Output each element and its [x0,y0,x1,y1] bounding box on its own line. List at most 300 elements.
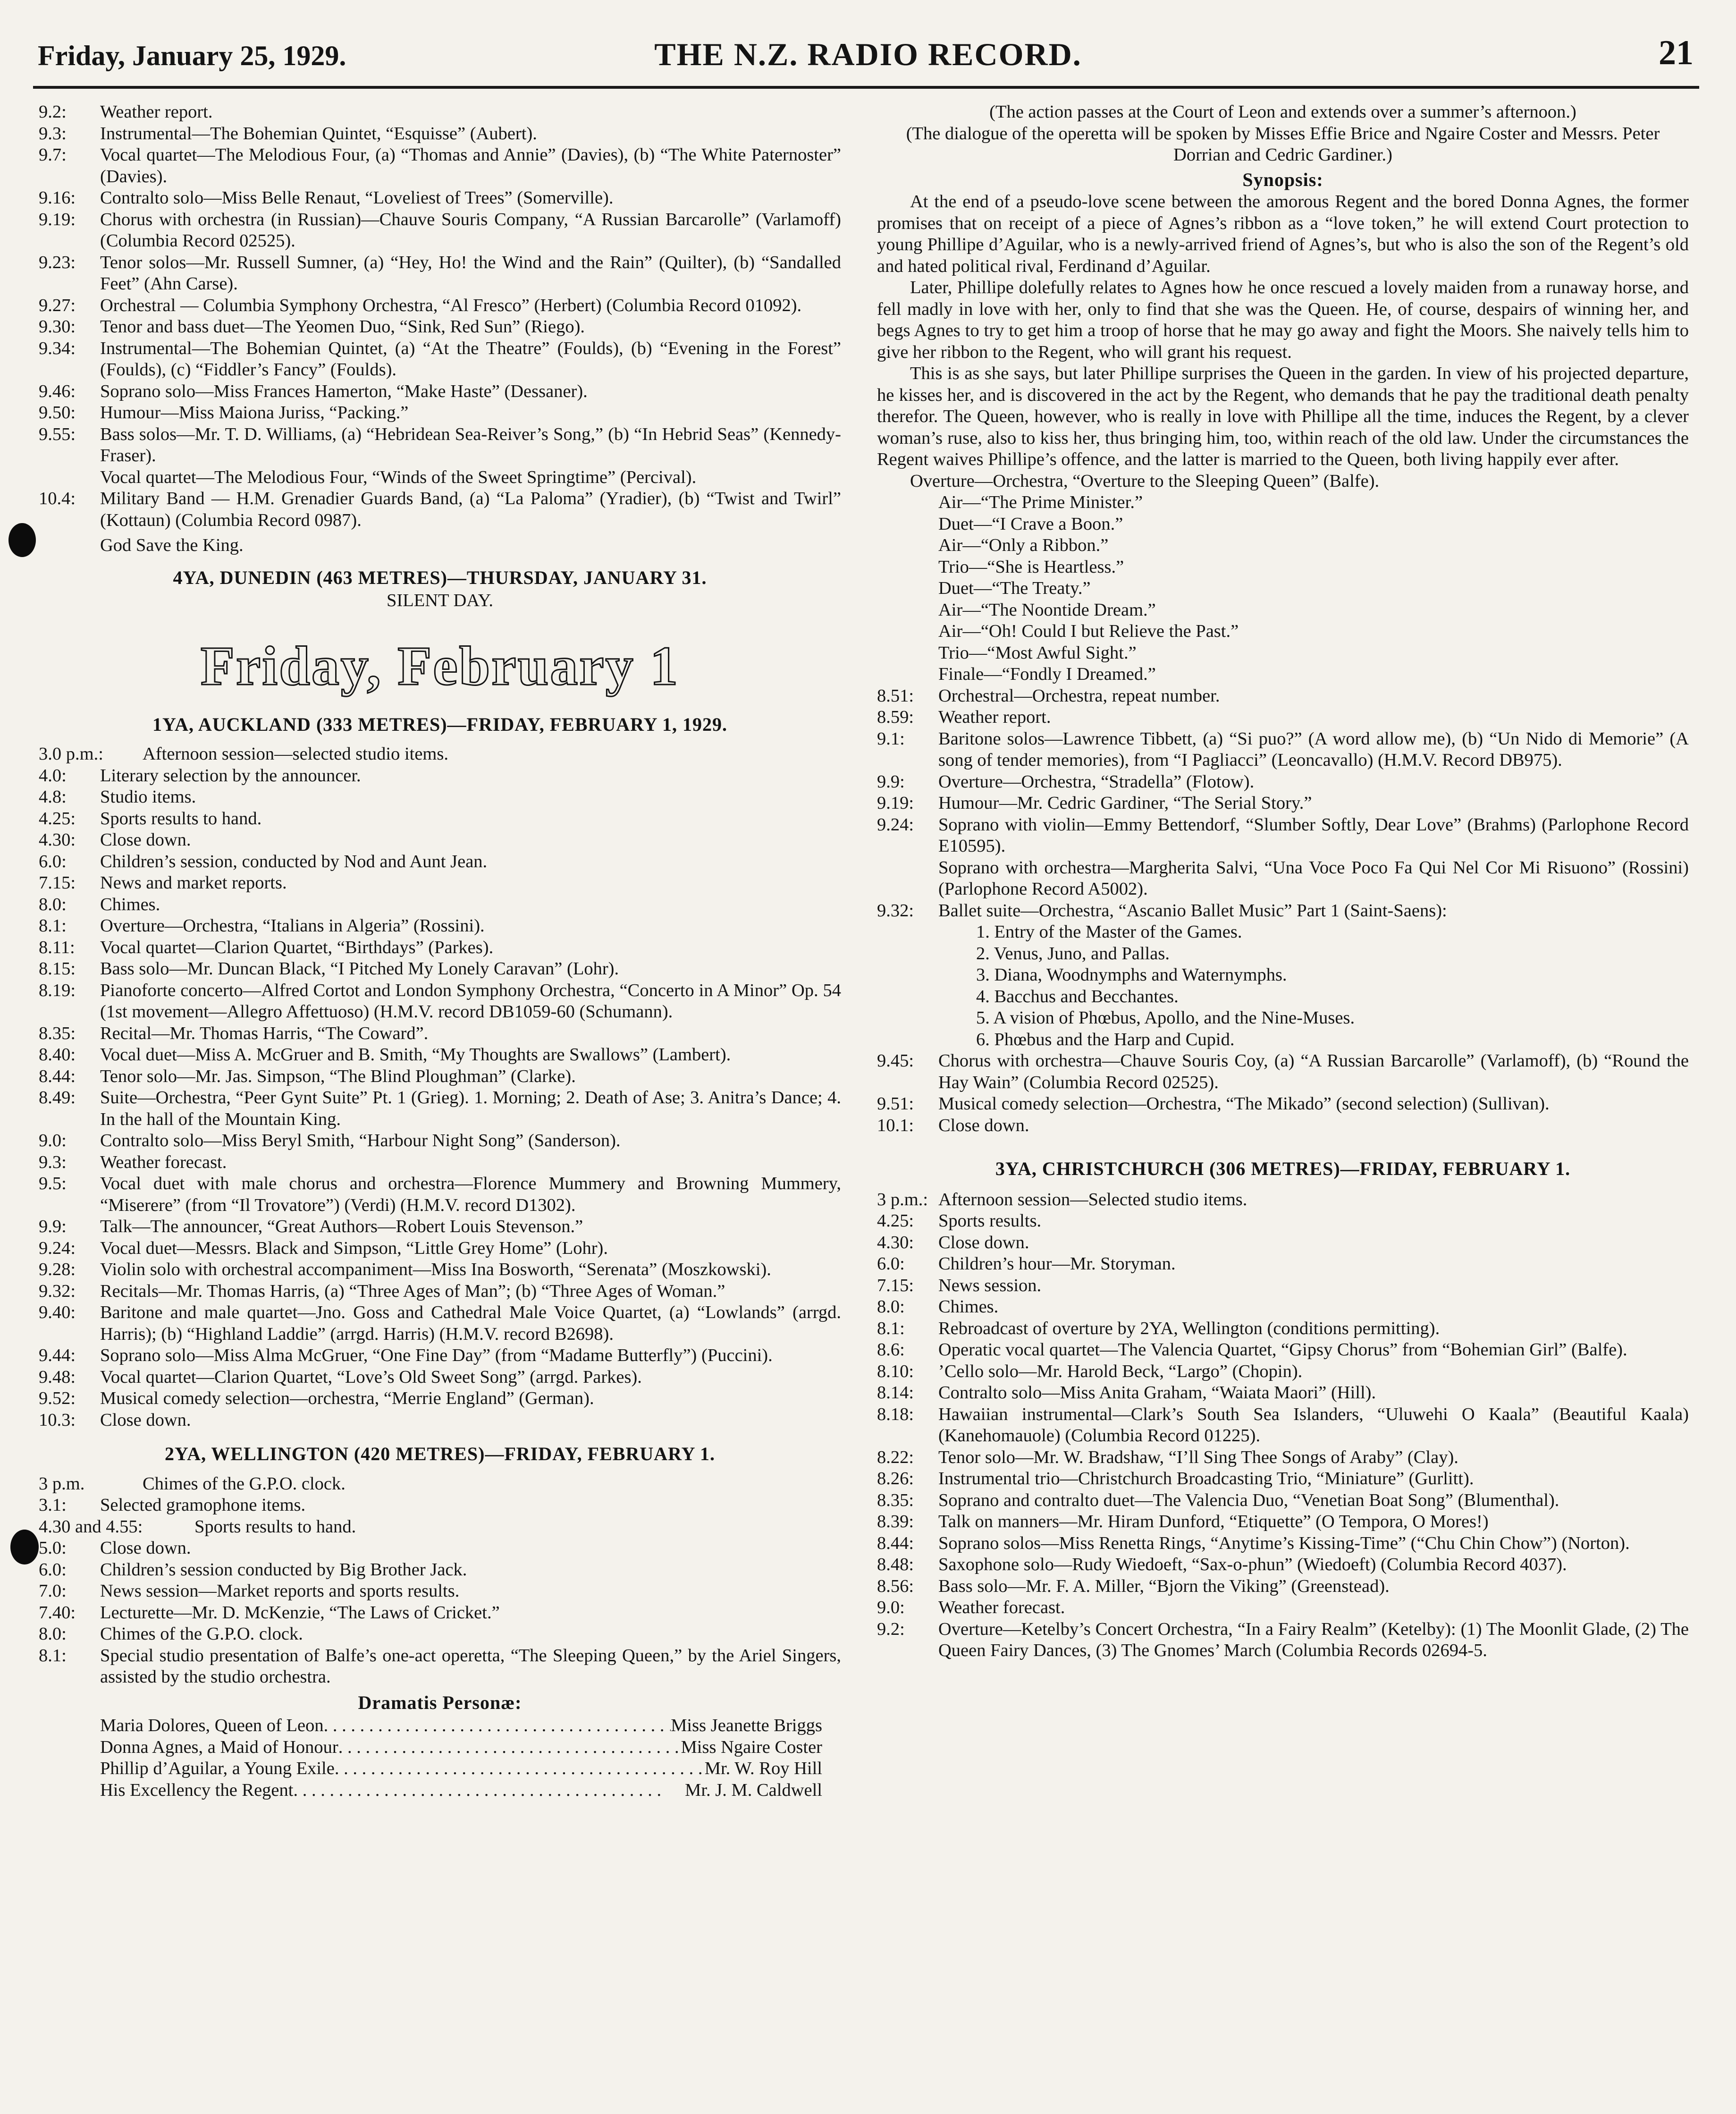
program-list [877,1189,1689,1662]
entry-time: 8.56: [877,1576,914,1596]
program-entry [877,1447,1689,1469]
entry-text: Vocal quartet—The Melodious Four, (a) “Thomas and Annie” (Davies), (b) “The White Paternoster” (Davies). [100,145,841,186]
entry-time: 9.24: [39,1238,76,1258]
program-entry [39,851,841,873]
program-entry [39,209,841,252]
christchurch-heading: 3YA, CHRISTCHURCH (306 METRES)—FRIDAY, FEBRUARY 1. [995,1158,1571,1179]
entry-text: Talk on manners—Mr. Hiram Dunford, “Etiquette” (O Tempora, O Mores!) [938,1512,1489,1531]
wellington-heading: 2YA, WELLINGTON (420 METRES)—FRIDAY, FEBRUARY 1. [164,1443,716,1464]
program-entry [877,1318,1689,1340]
operetta-number: Finale—“Fondly I Dreamed.” [938,664,1156,684]
entry-time: 3 p.m. [39,1473,85,1494]
entry-time: 8.39: [877,1512,914,1531]
program-entry [39,915,841,937]
entry-text: Recital—Mr. Thomas Harris, “The Coward”. [100,1023,429,1043]
program-entry [39,467,841,489]
entry-text: Military Band — H.M. Grenadier Guards Band, (a) “La Paloma” (Yradier), (b) “Twist and Twirl” (Kottaun) (Columbia Record 0987). [100,489,841,530]
cast-role: Maria Dolores, Queen of Leon [100,1716,324,1735]
entry-text: Studio items. [100,787,196,807]
entry-text: Literary selection by the announcer. [100,765,361,786]
program-entry [877,1361,1689,1383]
program-entry [39,424,841,467]
program-entry [877,1189,1689,1211]
entry-time: 8.6: [877,1340,905,1360]
entry-text: Children’s hour—Mr. Storyman. [938,1254,1176,1274]
entry-time: 8.1: [877,1318,905,1338]
entry-time [877,857,938,900]
program-entry [877,1253,1689,1275]
entry-time: 4.25: [39,808,76,829]
program-entry [877,728,1689,771]
entry-text: Weather report. [100,102,213,122]
program-entry [39,1624,841,1645]
entry-time: 9.51: [877,1094,914,1114]
program-entry [39,338,841,381]
program-list [877,685,1689,922]
program-entry [877,857,1689,900]
ballet-item: 1. Entry of the Master of the Games. [976,922,1242,942]
program-entry [39,1410,841,1431]
entry-time: 9.24: [877,814,914,835]
cast-row [39,1758,841,1780]
entry-time: 10.4: [39,489,76,508]
program-entry [877,793,1689,814]
entry-time: 3.0 p.m.: [39,744,103,764]
cast-actor: Mr. J. M. Caldwell [685,1780,822,1800]
entry-text: Ballet suite—Orchestra, “Ascanio Ballet Music” Part 1 (Saint-Saens): [938,900,1447,921]
entry-time: 8.35: [39,1023,76,1043]
operetta-number: Air—“The Prime Minister.” [938,492,1143,512]
entry-text: News and market reports. [100,873,287,893]
program-entry [39,1238,841,1260]
cast-role: Phillip d’Aguilar, a Young Exile [100,1759,335,1778]
entry-text: Pianoforte concerto—Alfred Cortot and London Symphony Orchestra, “Concerto in A Minor” Op. 54 (1st movement—Allegro Affettuoso) (H.M.V. record DB1059-60 (Schumann). [100,980,841,1022]
entry-text: Close down. [938,1115,1029,1135]
entry-time: 9.28: [39,1260,76,1279]
entry-text: Lecturette—Mr. D. McKenzie, “The Laws of Cricket.” [100,1602,500,1623]
program-entry [39,786,841,808]
program-entry [877,1382,1689,1404]
program-list [39,1473,841,1688]
program-entry [39,123,841,145]
synopsis-paragraph: Later, Phillipe dolefully relates to Agnes how he once rescued a lovely maiden from a runaway horse, and fell madly in love with her, only to find that she was the Queen. He, of course, despairs of winning her, and begs Agnes to try to get him a troop of horse that he may go away and fight the Moors. She naively tells him to give her ribbon to the Regent, who will grant his request. [877,278,1689,362]
entry-text: Humour—Miss Maiona Juriss, “Packing.” [100,403,409,423]
entry-text: Bass solo—Mr. Duncan Black, “I Pitched My Lonely Caravan” (Lohr). [100,959,619,979]
cast-row [39,1737,841,1759]
entry-time: 7.40: [39,1602,76,1623]
entry-time: 9.44: [39,1345,76,1365]
entry-text: Chimes. [938,1297,999,1317]
entry-time: 4.30 and 4.55: [39,1516,143,1537]
synopsis-paragraph: This is as she says, but later Phillipe surprises the Queen in the garden. In view of his projected departure, he kisses her, and is discovered in the act by the Regent, who demands that he pay the traditional death penalty therefor. The Queen, however, who is really in love with Phillipe all the time, induces the Regent, by a clever woman’s ruse, also to kiss her, thus bringing him, too, within reach of the old law. Under the circumstances the Regent waives Phillipe’s offence, and the latter is married to the Queen, both living happily ever after. [877,364,1689,469]
ballet-item: 3. Diana, Woodnymphs and Waternymphs. [976,965,1287,985]
entry-time: 9.55: [39,424,76,444]
entry-time: 8.0: [877,1297,905,1317]
entry-text: Vocal duet—Messrs. Black and Simpson, “Little Grey Home” (Lohr). [100,1238,608,1258]
entry-time: 8.22: [877,1447,914,1467]
program-entry [39,1216,841,1238]
dialogue-note: (The dialogue of the operetta will be spoken by Misses Effie Brice and Ngaire Coster and Messrs. Peter Dorrian and Cedric Gardiner.) [906,123,1660,165]
entry-time: 8.48: [877,1555,914,1574]
cast-row [39,1780,841,1801]
action-note: (The action passes at the Court of Leon and extends over a summer’s afternoon.) [989,102,1576,122]
entry-text: Violin solo with orchestral accompaniment—Miss Ina Bosworth, “Serenata” (Moszkowski). [100,1260,771,1279]
entry-text: Selected gramophone items. [100,1495,306,1515]
entry-time: 4.0: [39,765,67,786]
entry-time: 10.3: [39,1410,76,1430]
entry-text: Rebroadcast of overture by 2YA, Wellington (conditions permitting). [938,1318,1440,1338]
god-save-line: God Save the King. [100,535,244,555]
entry-text: Instrumental trio—Christchurch Broadcasting Trio, “Miniature” (Gurlitt). [938,1469,1474,1488]
entry-time: 6.0: [39,1559,67,1580]
entry-text: Vocal quartet—Clarion Quartet, “Love’s Old Sweet Song” (arrgd. Parkes). [100,1367,642,1387]
entry-text: Special studio presentation of Balfe’s one-act operetta, “The Sleeping Queen,” by the Ariel Singers, assisted by the studio orchestra. [100,1645,841,1687]
entry-time: 9.27: [39,295,76,315]
program-entry [877,1597,1689,1619]
entry-text: Tenor and bass duet—The Yeomen Duo, “Sink, Red Sun” (Riego). [100,317,585,337]
entry-text: Instrumental—The Bohemian Quintet, (a) “At the Theatre” (Foulds), (b) “Evening in the Forest” (Foulds), (c) “Fiddler’s Fancy” (Foulds). [100,338,841,380]
program-entry [39,402,841,424]
dramatis-heading: Dramatis Personæ: [358,1691,522,1713]
program-entry [877,1490,1689,1512]
entry-text: Children’s session, conducted by Nod and Aunt Jean. [100,851,488,871]
operetta-number: Air—“The Noontide Dream.” [938,600,1156,620]
entry-time: 9.23: [39,252,76,272]
auckland-heading: 1YA, AUCKLAND (333 METRES)—FRIDAY, FEBRUARY 1, 1929. [152,713,728,735]
entry-text: Vocal duet with male chorus and orchestra—Florence Mummery and Browning Mummery, “Miserere” (from “Il Trovatore”) (Verdi) (H.M.V. record D1302). [100,1174,841,1215]
program-entry [39,1173,841,1216]
entry-time: 9.3: [39,1152,67,1172]
entry-time: 9.19: [877,793,914,813]
entry-time: 9.52: [39,1388,76,1408]
program-entry [39,252,841,295]
program-entry [877,1296,1689,1318]
entry-text: Close down. [938,1232,1029,1252]
page-number: 21 [1659,34,1694,72]
day-title: Friday, February 1 [200,634,680,697]
program-entry [39,1581,841,1602]
entry-text: Soprano with violin—Emmy Bettendorf, “Slumber Softly, Dear Love” (Brahms) (Parlophone Record E10595). [938,814,1689,856]
cast-row [39,1715,841,1737]
program-entry [877,1210,1689,1232]
ballet-list [877,922,1689,1050]
program-entry [877,1275,1689,1297]
cast-actor: Mr. W. Roy Hill [704,1759,822,1778]
program-entry [39,744,841,765]
entry-text: Chorus with orchestra (in Russian)—Chauve Souris Company, “A Russian Barcarolle” (Varlamoff) (Columbia Record 02525). [100,209,841,251]
entry-text: News session. [938,1275,1042,1295]
entry-text: Chimes. [100,894,160,914]
entry-text: Soprano solos—Miss Renetta Rings, “Anytime’s Kissing-Time” (“Chu Chin Chow”) (Norton). [938,1533,1630,1553]
dot-leader [338,1737,681,1759]
entry-time: 9.46: [39,381,76,401]
entry-time: 4.25: [877,1211,914,1231]
ballet-item: 2. Venus, Juno, and Pallas. [976,943,1170,964]
header-rule [33,86,1699,89]
operetta-number: Air—“Only a Ribbon.” [938,535,1109,555]
entry-text: Overture—Orchestra, “Italians in Algeria” (Rossini). [100,916,485,936]
entry-text: Baritone solos—Lawrence Tibbett, (a) “Si puo?” (A word allow me), (b) “Un Nido di Memorie” (A song of tender memories), from “I Pagliacci” (Leoncavallo) (H.M.V. Record DB975). [938,728,1689,770]
entry-text: Overture—Orchestra, “Stradella” (Flotow). [938,771,1255,792]
entry-time: 8.14: [877,1383,914,1403]
entry-text: Instrumental—The Bohemian Quintet, “Esquisse” (Aubert). [100,123,537,144]
program-entry [39,144,841,187]
overture-line: Overture—Orchestra, “Overture to the Sleeping Queen” (Balfe). [910,471,1380,491]
entry-text: Close down. [100,1410,191,1430]
program-list [877,1050,1689,1136]
entry-time: 4.30: [39,830,76,850]
program-entry [39,765,841,787]
entry-time: 9.2: [877,1619,905,1639]
dot-leader [324,1715,671,1737]
entry-text: ’Cello solo—Mr. Harold Beck, “Largo” (Chopin). [938,1361,1303,1381]
entry-time: 5.0: [39,1538,67,1558]
entry-text: Chorus with orchestra—Chauve Souris Coy, (a) “A Russian Barcarolle” (Varlamoff), (b) “Round the Hay Wain” (Columbia Record 02525). [938,1051,1689,1092]
entry-time: 3 p.m.: [877,1189,928,1209]
entry-text: Close down. [100,1538,191,1558]
left-column [39,101,841,1801]
entry-time: 4.30: [877,1232,914,1252]
entry-time: 8.0: [39,894,67,914]
program-entry [39,295,841,317]
entry-text: Soprano with orchestra—Margherita Salvi, “Una Voce Poco Fa Qui Nel Cor Mi Risuono” (Rossini) (Parlophone Record A5002). [938,857,1689,899]
entry-time: 9.0: [39,1131,67,1150]
program-entry [877,1404,1689,1447]
entry-text: Sports results. [938,1211,1042,1231]
header-title: THE N.Z. RADIO RECORD. [654,36,1082,72]
entry-text: Chimes of the G.P.O. clock. [143,1473,346,1494]
entry-text: Recitals—Mr. Thomas Harris, (a) “Three Ages of Man”; (b) “Three Ages of Woman.” [100,1281,725,1301]
program-entry [39,1538,841,1559]
entry-text: Close down. [100,830,191,850]
cast-role: His Excellency the Regent [100,1780,294,1800]
program-entry [877,1050,1689,1093]
operetta-number: Duet—“The Treaty.” [938,578,1091,598]
entry-time: 9.16: [39,188,76,208]
cast-actor: Miss Ngaire Coster [681,1737,822,1757]
operetta-number: Duet—“I Crave a Boon.” [938,514,1123,534]
program-entry [877,1468,1689,1490]
entry-time: 9.32: [877,900,914,921]
dot-leader [293,1780,685,1801]
entry-time: 7.0: [39,1581,67,1601]
entry-time: 9.50: [39,403,76,423]
program-entry [39,488,841,531]
operetta-number: Trio—“She is Heartless.” [938,557,1124,577]
entry-time: 8.44: [877,1533,914,1553]
entry-time: 9.9: [39,1217,67,1236]
program-entry [39,1023,841,1045]
entry-time: 8.11: [39,937,75,957]
silent-day: SILENT DAY. [386,591,494,610]
synopsis-heading: Synopsis: [1242,169,1323,190]
entry-text: Bass solos—Mr. T. D. Williams, (a) “Hebridean Sea-Reiver’s Song,” (b) “In Hebrid Seas” (Kennedy-Fraser). [100,424,841,465]
program-entry [39,1559,841,1581]
entry-text: Soprano solo—Miss Frances Hamerton, “Make Haste” (Dessaner). [100,381,588,401]
program-entry [877,1533,1689,1555]
entry-time: 9.48: [39,1367,76,1387]
entry-time: 9.30: [39,317,76,337]
entry-time: 8.18: [877,1404,914,1424]
program-entry [877,1093,1689,1115]
entry-text: Bass solo—Mr. F. A. Miller, “Bjorn the Viking” (Greenstead). [938,1576,1390,1596]
program-entry [39,1345,841,1367]
entry-text: News session—Market reports and sports results. [100,1581,460,1601]
entry-text: Soprano solo—Miss Alma McGruer, “One Fine Day” (from “Madame Butterfly”) (Puccini). [100,1345,773,1365]
program-list [39,101,841,531]
entry-text: Vocal duet—Miss A. McGruer and B. Smith, “My Thoughts are Swallows” (Lambert). [100,1045,731,1065]
program-entry [39,872,841,894]
entry-time: 4.8: [39,787,67,807]
entry-time: 8.40: [39,1045,76,1065]
program-entry [877,1115,1689,1137]
header-date: Friday, January 25, 1929. [38,40,346,71]
entry-text: Musical comedy selection—Orchestra, “The Mikado” (second selection) (Sullivan). [938,1094,1550,1114]
entry-time: 7.15: [877,1275,914,1295]
cast-actor: Miss Jeanette Briggs [671,1716,822,1735]
entry-text: Tenor solo—Mr. Jas. Simpson, “The Blind Ploughman” (Clarke). [100,1066,576,1086]
entry-text: Chimes of the G.P.O. clock. [100,1624,303,1644]
operetta-number: Air—“Oh! Could I but Relieve the Past.” [938,621,1239,641]
entry-text: Tenor solo—Mr. W. Bradshaw, “I’ll Sing Thee Songs of Araby” (Clay). [938,1447,1458,1467]
program-entry [877,771,1689,793]
ink-blot [10,1530,39,1564]
synopsis [877,191,1689,471]
program-entry [39,1066,841,1088]
entry-time: 9.2: [39,102,67,122]
entry-time: 9.7: [39,145,67,165]
entry-text: Suite—Orchestra, “Peer Gynt Suite” Pt. 1 (Grieg). 1. Morning; 2. Death of Ase; 3. Anitra’s Dance; 4. In the hall of the Mountain King. [100,1088,841,1129]
entry-time: 9.34: [39,338,76,358]
program-entry [39,1087,841,1130]
ballet-item: 5. A vision of Phœbus, Apollo, and the Nine-Muses. [976,1008,1355,1028]
entry-text: Humour—Mr. Cedric Gardiner, “The Serial Story.” [938,793,1312,813]
program-entry [39,187,841,209]
cast-role: Donna Agnes, a Maid of Honour [100,1737,338,1757]
entry-time: 8.44: [39,1066,76,1086]
entry-time: 9.1: [877,728,905,749]
entry-text: Sports results to hand. [194,1516,356,1537]
program-entry [39,1367,841,1388]
program-entry [39,1645,841,1688]
entry-time: 8.59: [877,707,914,727]
entry-text: Orchestral—Orchestra, repeat number. [938,685,1220,706]
program-entry [39,101,841,123]
entry-time: 9.5: [39,1174,67,1193]
entry-text: Vocal quartet—The Melodious Four, “Winds of the Sweet Springtime” (Percival). [100,467,697,487]
program-entry [39,1259,841,1281]
program-entry [877,1619,1689,1662]
entry-text: Operatic vocal quartet—The Valencia Quartet, “Gipsy Chorus” from “Bohemian Girl” (Balfe). [938,1340,1627,1360]
page-header [38,33,1698,80]
entry-text: Talk—The announcer, “Great Authors—Robert Louis Stevenson.” [100,1217,583,1236]
entry-time: 8.10: [877,1361,914,1381]
program-entry [39,894,841,916]
entry-text: Contralto solo—Miss Beryl Smith, “Harbour Night Song” (Sanderson). [100,1131,621,1150]
entry-time: 8.15: [39,959,76,979]
entry-time: 7.15: [39,873,76,893]
program-entry [877,707,1689,728]
entry-text: Weather forecast. [938,1598,1065,1617]
program-entry [39,1495,841,1516]
program-entry [39,1473,841,1495]
program-entry [877,1576,1689,1598]
entry-text: Tenor solos—Mr. Russell Sumner, (a) “Hey, Ho! the Wind and the Rain” (Quilter), (b) “Sandalled Feet” (Ahn Carse). [100,252,841,294]
entry-text: Baritone and male quartet—Jno. Goss and Cathedral Male Voice Quartet, (a) “Lowlands” (arrgd. Harris); (b) “Highland Laddie” (arrgd. Harris) (H.M.V. record B2698). [100,1302,841,1344]
program-entry [39,1281,841,1302]
entry-time: 6.0: [39,851,67,871]
program-entry [877,685,1689,707]
entry-time: 8.0: [39,1624,67,1644]
dot-leader [335,1758,705,1780]
program-entry [39,980,841,1023]
program-entry [39,937,841,959]
entry-text: Overture—Ketelby’s Concert Orchestra, “In a Fairy Realm” (Ketelby): (1) The Moonlit Glade, (2) The Queen Fairy Dances, (3) The Gnomes’ March (Columbia Records 02694-5. [938,1619,1689,1660]
entry-text: Afternoon session—Selected studio items. [938,1189,1247,1209]
program-entry [39,316,841,338]
entry-time: 8.49: [39,1088,76,1108]
entry-time: 9.40: [39,1302,76,1322]
program-entry [877,814,1689,857]
program-entry [877,1511,1689,1533]
dunedin-heading: 4YA, DUNEDIN (463 METRES)—THURSDAY, JANUARY 31. [173,567,707,588]
entry-time: 8.1: [39,1645,67,1666]
entry-text: Vocal quartet—Clarion Quartet, “Birthdays” (Parkes). [100,937,494,957]
synopsis-paragraph: At the end of a pseudo-love scene between the amorous Regent and the bored Donna Agnes, the former promises that on receipt of a piece of Agnes’s ribbon as a “love token,” he will extend Court protection to young Phillipe d’Aguilar, who is a newly-arrived friend of Agnes’s, but who is also the son of the Regent’s old and hated political rival, Ferdinand d’Aguilar. [877,192,1689,276]
entry-text: Contralto solo—Miss Anita Graham, “Waiata Maori” (Hill). [938,1383,1376,1403]
program-entry [39,381,841,403]
entry-time: 6.0: [877,1254,905,1274]
program-entry [39,1044,841,1066]
entry-text: Afternoon session—selected studio items. [143,744,448,764]
entry-text: Hawaiian instrumental—Clark’s South Sea Islanders, “Uluwehi O Kaala” (Beautiful Kaala) (Kanehomauole) (Columbia Record 01225). [938,1404,1689,1446]
entry-text: Weather forecast. [100,1152,227,1172]
entry-time: 8.35: [877,1490,914,1510]
entry-time: 8.51: [877,685,914,706]
operetta-number: Trio—“Most Awful Sight.” [938,643,1137,663]
program-entry [39,808,841,830]
operetta-numbers [877,492,1689,685]
entry-text: Saxophone solo—Rudy Wiedoeft, “Sax-o-phun” (Wiedoeft) (Columbia Record 4037). [938,1555,1567,1574]
cast-list [39,1715,841,1801]
entry-time: 8.26: [877,1469,914,1488]
ballet-item: 4. Bacchus and Becchantes. [976,986,1179,1006]
program-entry [39,1302,841,1345]
program-list [39,744,841,1431]
entry-text: Contralto solo—Miss Belle Renaut, “Loveliest of Trees” (Somerville). [100,188,614,208]
program-entry [877,1339,1689,1361]
entry-time: 9.19: [39,209,76,229]
program-entry [39,1388,841,1410]
program-entry [39,1602,841,1624]
program-entry [39,958,841,980]
entry-time: 3.1: [39,1495,67,1515]
program-entry [877,900,1689,922]
entry-time [39,467,100,489]
ink-blot [8,523,36,557]
entry-text: Soprano and contralto duet—The Valencia Duo, “Venetian Boat Song” (Blumenthal). [938,1490,1559,1510]
entry-time: 9.0: [877,1598,905,1617]
entry-time: 10.1: [877,1115,914,1135]
entry-time: 9.45: [877,1051,914,1071]
entry-time: 8.19: [39,980,76,1000]
entry-text: Musical comedy selection—orchestra, “Merrie England” (German). [100,1388,594,1408]
entry-text: Orchestral — Columbia Symphony Orchestra, “Al Fresco” (Herbert) (Columbia Record 01092). [100,295,802,315]
program-entry [877,1232,1689,1254]
entry-time: 9.9: [877,771,905,792]
program-entry [877,1554,1689,1576]
program-entry [39,829,841,851]
